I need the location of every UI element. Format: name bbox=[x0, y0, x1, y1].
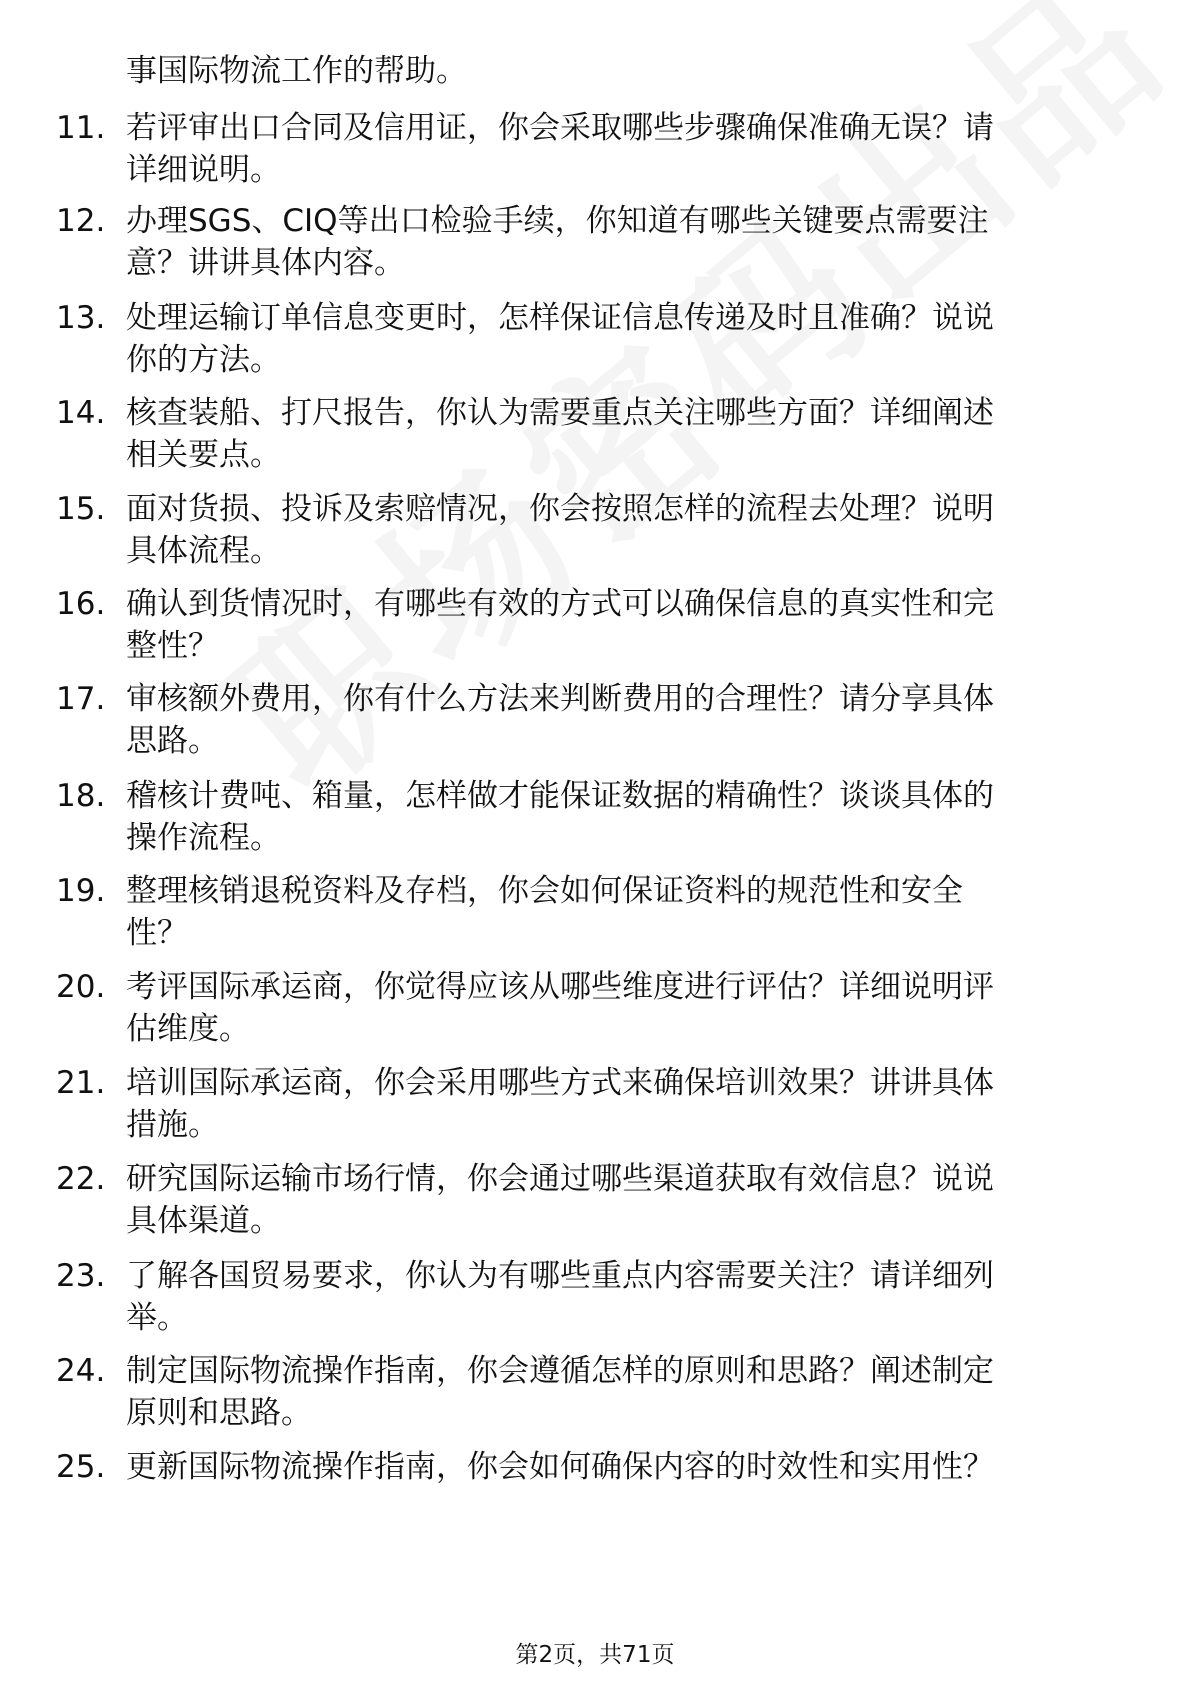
item-text: 若评审出口合同及信用证，你会采取哪些步骤确保准确无误？请 详细说明。 bbox=[126, 110, 994, 188]
item-text: 确认到货情况时，有哪些有效的方式可以确保信息的真实性和完 整性？ bbox=[126, 586, 994, 664]
item-text: 整理核销退税资料及存档，你会如何保证资料的规范性和安全 性？ bbox=[126, 873, 963, 951]
item-number: 12. bbox=[56, 203, 106, 239]
item-text: 考评国际承运商，你觉得应该从哪些维度进行评估？详细说明评 估维度。 bbox=[126, 969, 994, 1047]
item-text: 核查装船、打尺报告，你认为需要重点关注哪些方面？详细阐述 相关要点。 bbox=[126, 395, 994, 473]
item-number: 19. bbox=[56, 873, 106, 909]
item-number: 22. bbox=[56, 1161, 106, 1197]
item-number: 25. bbox=[56, 1449, 106, 1485]
page-number-footer: 第2页，共71页 bbox=[515, 1642, 675, 1668]
item-number: 16. bbox=[56, 586, 106, 622]
item-number: 23. bbox=[56, 1258, 106, 1294]
item-number: 21. bbox=[56, 1065, 106, 1101]
item-text: 办理SGS、CIQ等出口检验手续，你知道有哪些关键要点需要注 意？讲讲具体内容。 bbox=[126, 203, 989, 281]
item-number: 17. bbox=[56, 681, 106, 717]
item-number: 11. bbox=[56, 110, 106, 146]
item-text: 审核额外费用，你有什么方法来判断费用的合理性？请分享具体 思路。 bbox=[126, 681, 994, 759]
item-number: 24. bbox=[56, 1353, 106, 1389]
item-number: 15. bbox=[56, 491, 106, 527]
item-text: 制定国际物流操作指南，你会遵循怎样的原则和思路？阐述制定 原则和思路。 bbox=[126, 1353, 994, 1431]
item-text: 更新国际物流操作指南，你会如何确保内容的时效性和实用性？ bbox=[126, 1449, 994, 1485]
item-text: 培训国际承运商，你会采用哪些方式来确保培训效果？讲讲具体 措施。 bbox=[126, 1065, 994, 1143]
item-text: 了解各国贸易要求，你认为有哪些重点内容需要关注？请详细列 举。 bbox=[126, 1258, 994, 1336]
item-text: 面对货损、投诉及索赔情况，你会按照怎样的流程去处理？说明 具体流程。 bbox=[126, 491, 994, 569]
item-number: 13. bbox=[56, 300, 106, 336]
item-text: 处理运输订单信息变更时，怎样保证信息传递及时且准确？说说 你的方法。 bbox=[126, 300, 994, 378]
continuation-text: 事国际物流工作的帮助。 bbox=[126, 53, 467, 89]
item-text: 研究国际运输市场行情，你会通过哪些渠道获取有效信息？说说 具体渠道。 bbox=[126, 1161, 994, 1239]
item-number: 20. bbox=[56, 969, 106, 1005]
item-text: 稽核计费吨、箱量，怎样做才能保证数据的精确性？谈谈具体的 操作流程。 bbox=[126, 778, 994, 856]
item-number: 18. bbox=[56, 778, 106, 814]
item-number: 14. bbox=[56, 395, 106, 431]
